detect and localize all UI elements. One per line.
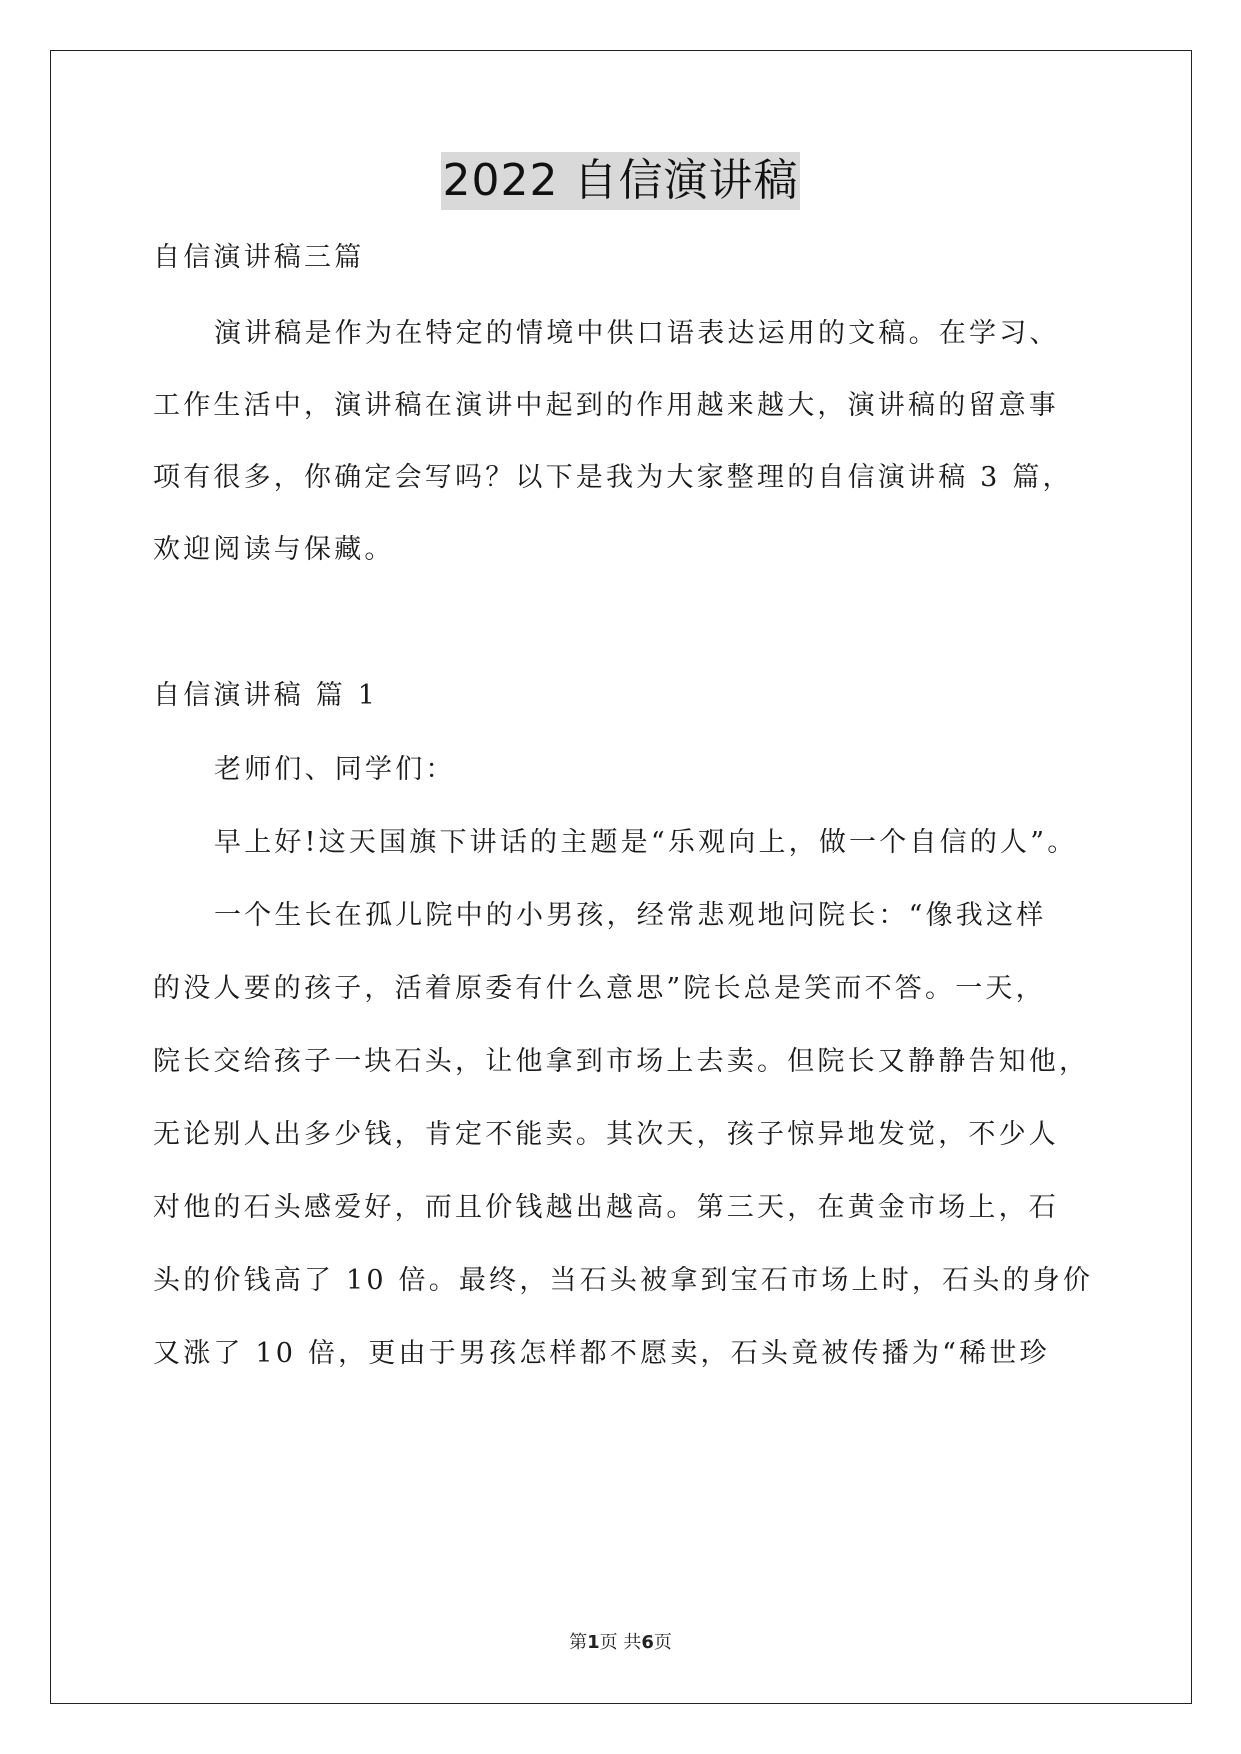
footer-total-pages: 6 xyxy=(641,1632,654,1653)
paragraph-line: 项有很多，你确定会写吗？以下是我为大家整理的自信演讲稿 3 篇， xyxy=(153,462,1073,493)
section-heading: 自信演讲稿 篇 1 xyxy=(153,680,379,711)
subtitle-line: 自信演讲稿三篇 xyxy=(153,242,365,273)
paragraph-line: 又涨了 10 倍，更由于男孩怎样都不愿卖，石头竟被传播为“稀世珍 xyxy=(153,1338,1050,1369)
footer-page-number: 1 xyxy=(587,1632,600,1653)
document-title: 2022 自信演讲稿 xyxy=(441,152,801,210)
paragraph-line: 的没人要的孩子，活着原委有什么意思”院长总是笑而不答。一天， xyxy=(153,973,1046,1004)
paragraph-line: 演讲稿是作为在特定的情境中供口语表达运用的文稿。在学习、 xyxy=(214,318,1060,349)
footer-prefix: 第 xyxy=(569,1632,588,1653)
paragraph-line: 欢迎阅读与保藏。 xyxy=(153,534,395,565)
paragraph-line: 对他的石头感爱好，而且价钱越出越高。第三天，在黄金市场上，石 xyxy=(153,1192,1059,1223)
page-footer xyxy=(0,1628,1241,1654)
paragraph-line: 无论别人出多少钱，肯定不能卖。其次天，孩子惊异地发觉，不少人 xyxy=(153,1119,1059,1150)
page-border xyxy=(50,50,1192,1704)
paragraph-line: 工作生活中，演讲稿在演讲中起到的作用越来越大，演讲稿的留意事 xyxy=(153,390,1059,421)
paragraph-line: 头的价钱高了 10 倍。最终，当石头被拿到宝石市场上时，石头的身价 xyxy=(153,1265,1094,1296)
paragraph-line: 一个生长在孤儿院中的小男孩，经常悲观地问院长：“像我这样 xyxy=(214,900,1047,931)
paragraph-line: 老师们、同学们： xyxy=(214,754,456,785)
paragraph-line: 早上好!这天国旗下讲话的主题是“乐观向上，做一个自信的人”。 xyxy=(214,827,1078,858)
paragraph-line: 院长交给孩子一块石头，让他拿到市场上去卖。但院长又静静告知他， xyxy=(153,1046,1090,1077)
title-container xyxy=(0,152,1241,210)
footer-middle: 页 共 xyxy=(599,1632,642,1653)
footer-suffix: 页 xyxy=(653,1632,672,1653)
